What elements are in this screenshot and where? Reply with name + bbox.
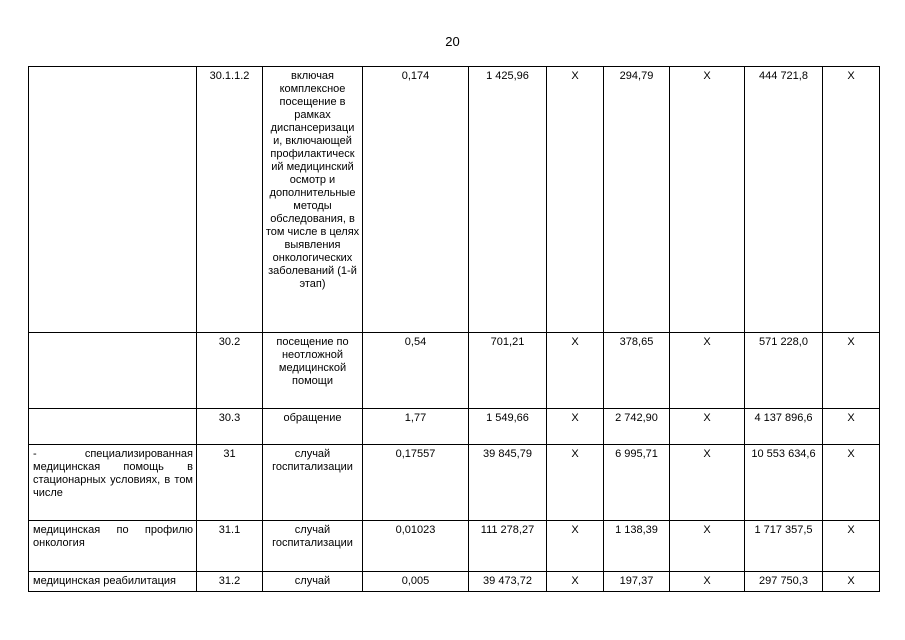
row-name-cell	[29, 409, 197, 445]
row-unit-cell: включая комплексное посещение в рамках диспансеризаци и, включающей профилактическ ий медицинский осмотр и дополнительные методы обследования, в том числе в целях выявления онкологических заболеваний (1-й этап)	[263, 67, 363, 333]
row-col8-cell: X	[670, 67, 745, 333]
row-col10-cell: X	[823, 67, 880, 333]
row-col10-cell: X	[823, 572, 880, 592]
row-name-cell	[29, 67, 197, 333]
row-col6-cell: X	[547, 409, 604, 445]
table-row	[29, 409, 880, 445]
row-code-cell: 31.2	[197, 572, 263, 592]
row-col7-cell: 197,37	[604, 572, 670, 592]
row-col8-cell: X	[670, 445, 745, 521]
row-col6-cell: X	[547, 445, 604, 521]
row-cost-cell: 111 278,27	[469, 521, 547, 572]
row-name-cell: - специализированная медицинская помощь в стационарных условиях, в том числе	[29, 445, 197, 521]
row-col8-cell: X	[670, 409, 745, 445]
row-cost-cell: 1 425,96	[469, 67, 547, 333]
table-row	[29, 445, 880, 521]
row-unit-cell: обращение	[263, 409, 363, 445]
row-col6-cell: X	[547, 521, 604, 572]
row-col9-cell: 4 137 896,6	[745, 409, 823, 445]
row-cost-cell: 1 549,66	[469, 409, 547, 445]
page-number: 20	[445, 34, 460, 49]
row-unit-cell: посещение по неотложной медицинской помощи	[263, 333, 363, 409]
row-col6-cell: X	[547, 67, 604, 333]
row-col7-cell: 2 742,90	[604, 409, 670, 445]
row-col7-cell: 294,79	[604, 67, 670, 333]
row-cost-cell: 39 473,72	[469, 572, 547, 592]
row-col7-cell: 378,65	[604, 333, 670, 409]
row-col9-cell: 571 228,0	[745, 333, 823, 409]
row-col9-cell: 444 721,8	[745, 67, 823, 333]
row-code-cell: 31	[197, 445, 263, 521]
row-col10-cell: X	[823, 445, 880, 521]
table-row	[29, 521, 880, 572]
row-norm-cell: 0,01023	[363, 521, 469, 572]
row-norm-cell: 0,54	[363, 333, 469, 409]
row-unit-cell: случай госпитализации	[263, 445, 363, 521]
row-unit-cell: случай госпитализации	[263, 521, 363, 572]
row-col6-cell: X	[547, 572, 604, 592]
row-cost-cell: 39 845,79	[469, 445, 547, 521]
row-code-cell: 31.1	[197, 521, 263, 572]
row-col10-cell: X	[823, 333, 880, 409]
table-row	[29, 333, 880, 409]
row-name-cell: медицинская по профилю онкология	[29, 521, 197, 572]
row-code-cell: 30.1.1.2	[197, 67, 263, 333]
row-col9-cell: 10 553 634,6	[745, 445, 823, 521]
row-col7-cell: 6 995,71	[604, 445, 670, 521]
row-col9-cell: 1 717 357,5	[745, 521, 823, 572]
row-col8-cell: X	[670, 333, 745, 409]
row-col9-cell: 297 750,3	[745, 572, 823, 592]
norms-table	[28, 66, 880, 592]
row-code-cell: 30.2	[197, 333, 263, 409]
table-row	[29, 67, 880, 333]
row-col8-cell: X	[670, 572, 745, 592]
row-norm-cell: 0,174	[363, 67, 469, 333]
row-norm-cell: 0,005	[363, 572, 469, 592]
row-code-cell: 30.3	[197, 409, 263, 445]
row-unit-cell: случай	[263, 572, 363, 592]
row-norm-cell: 1,77	[363, 409, 469, 445]
row-col8-cell: X	[670, 521, 745, 572]
row-cost-cell: 701,21	[469, 333, 547, 409]
row-name-cell: медицинская реабилитация	[29, 572, 197, 592]
table-row	[29, 572, 880, 592]
row-col10-cell: X	[823, 521, 880, 572]
row-col7-cell: 1 138,39	[604, 521, 670, 572]
row-col10-cell: X	[823, 409, 880, 445]
row-norm-cell: 0,17557	[363, 445, 469, 521]
row-col6-cell: X	[547, 333, 604, 409]
row-name-cell	[29, 333, 197, 409]
